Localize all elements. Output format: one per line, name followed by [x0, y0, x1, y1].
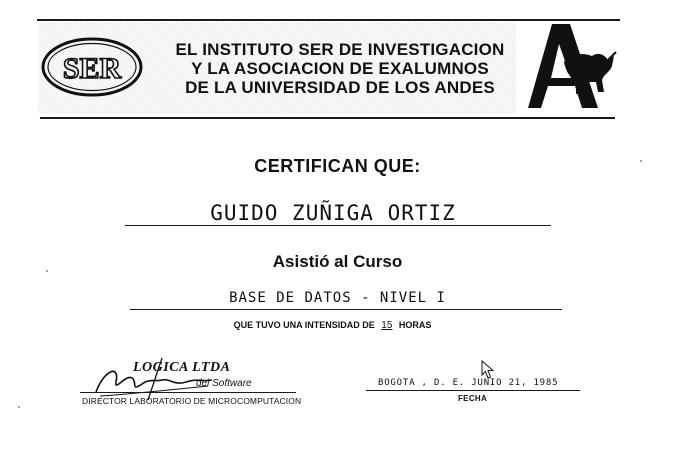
header-line-1: EL INSTITUTO SER DE INVESTIGACION: [175, 40, 505, 59]
ser-logo: [40, 36, 144, 103]
recipient-name: GUIDO ZUÑIGA ORTIZ: [210, 201, 456, 225]
mouse-pointer-icon: [481, 360, 495, 380]
director-underline: [80, 392, 296, 393]
date-label: FECHA: [458, 394, 488, 403]
intensity-hours: 15: [381, 320, 393, 331]
director-label: DIRECTOR LABORATORIO DE MICROCOMPUTACION: [82, 396, 302, 406]
date-underline: [366, 390, 580, 391]
uniandes-a-bull-icon: [524, 22, 620, 112]
intensity-line: [0, 320, 665, 331]
certify-heading: CERTIFICAN QUE:: [254, 156, 421, 176]
ser-logo-text: SER: [62, 52, 122, 85]
uniandes-logo: [524, 22, 620, 117]
header-top-rule: [37, 19, 620, 21]
paper-speck: [18, 406, 20, 408]
ser-logo-icon: [40, 36, 144, 98]
company-stamp: LOGICA LTDA: [133, 360, 231, 375]
company-subtitle: del Software: [196, 378, 252, 389]
header-line-3: DE LA UNIVERSIDAD DE LOS ANDES: [185, 78, 495, 97]
course-underline: [130, 309, 562, 310]
intensity-suffix: HORAS: [398, 320, 432, 330]
header-bottom-rule: [40, 117, 615, 119]
date-value: BOGOTA , D. E. JUNIO 21, 1985: [378, 378, 559, 388]
intensity-prefix: QUE TUVO UNA INTENSIDAD DE: [233, 320, 375, 330]
attended-label: Asistió al Curso: [272, 252, 403, 271]
course-name: BASE DE DATOS - NIVEL I: [229, 290, 446, 306]
name-underline: [125, 225, 551, 226]
header-line-2: Y LA ASOCIACION DE EXALUMNOS: [191, 59, 489, 78]
paper-speck: [640, 160, 642, 162]
paper-speck: [46, 270, 48, 272]
mouse-pointer: [481, 360, 495, 385]
header-title: [150, 40, 530, 97]
